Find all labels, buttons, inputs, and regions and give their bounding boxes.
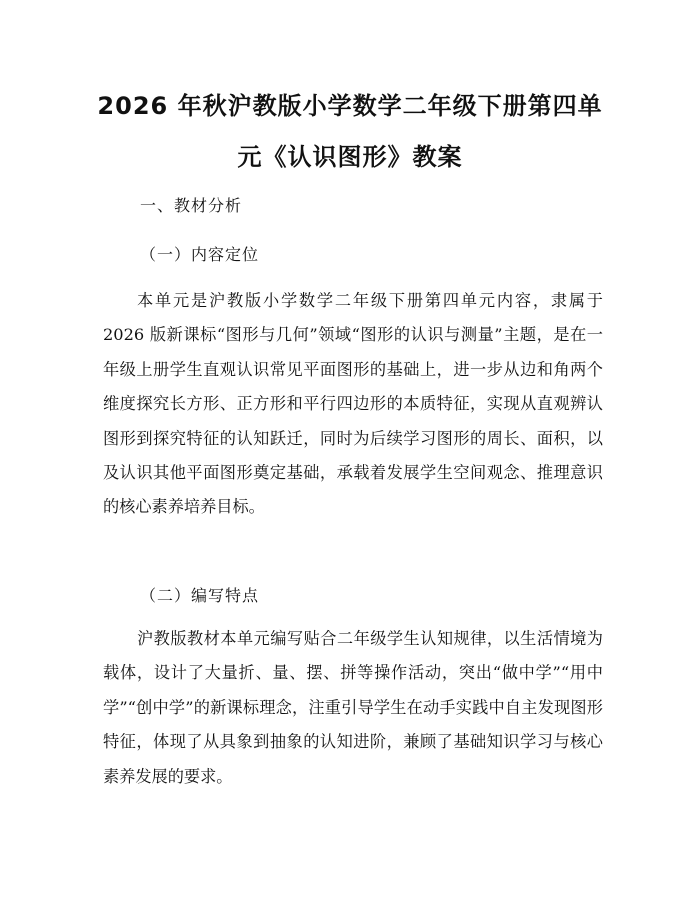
subsection-heading-writing-features: （二）编写特点 xyxy=(140,586,260,605)
document-title-line-2: 元《认识图形》教案 xyxy=(237,143,463,171)
paragraph-content-positioning: 本单元是沪教版小学数学二年级下册第四单元内容，隶属于 2026 版新课标“图形与几何”领域“图形的认识与测量”主题，是在一年级上册学生直观认识常见平面图形的基础上，进一步从边和角两个维度探究长方形、正方形和平行四边形的本质特征，实现从直观辨认图形到探究特征的认知跃迁，同时为后续学习图形的周长、面积，以及认识其他平面图形奠定基础，承载着发展学生空间观念、推理意识的核心素养培养目标。 xyxy=(103,291,603,517)
subsection-heading-content-positioning: （一）内容定位 xyxy=(140,245,260,264)
paragraph-writing-features: 沪教版教材本单元编写贴合二年级学生认知规律，以生活情境为载体，设计了大量折、量、摆、拼等操作活动，突出“做中学”“用中学”“创中学”的新课标理念，注重引导学生在动手实践中自主发现图形特征，体现了从具象到抽象的认知进阶，兼顾了基础知识学习与核心素养发展的要求。 xyxy=(103,629,603,786)
section-heading-materials-analysis: 一、教材分析 xyxy=(140,196,243,215)
document-title-line-1: 2026 年秋沪教版小学数学二年级下册第四单 xyxy=(97,92,603,120)
